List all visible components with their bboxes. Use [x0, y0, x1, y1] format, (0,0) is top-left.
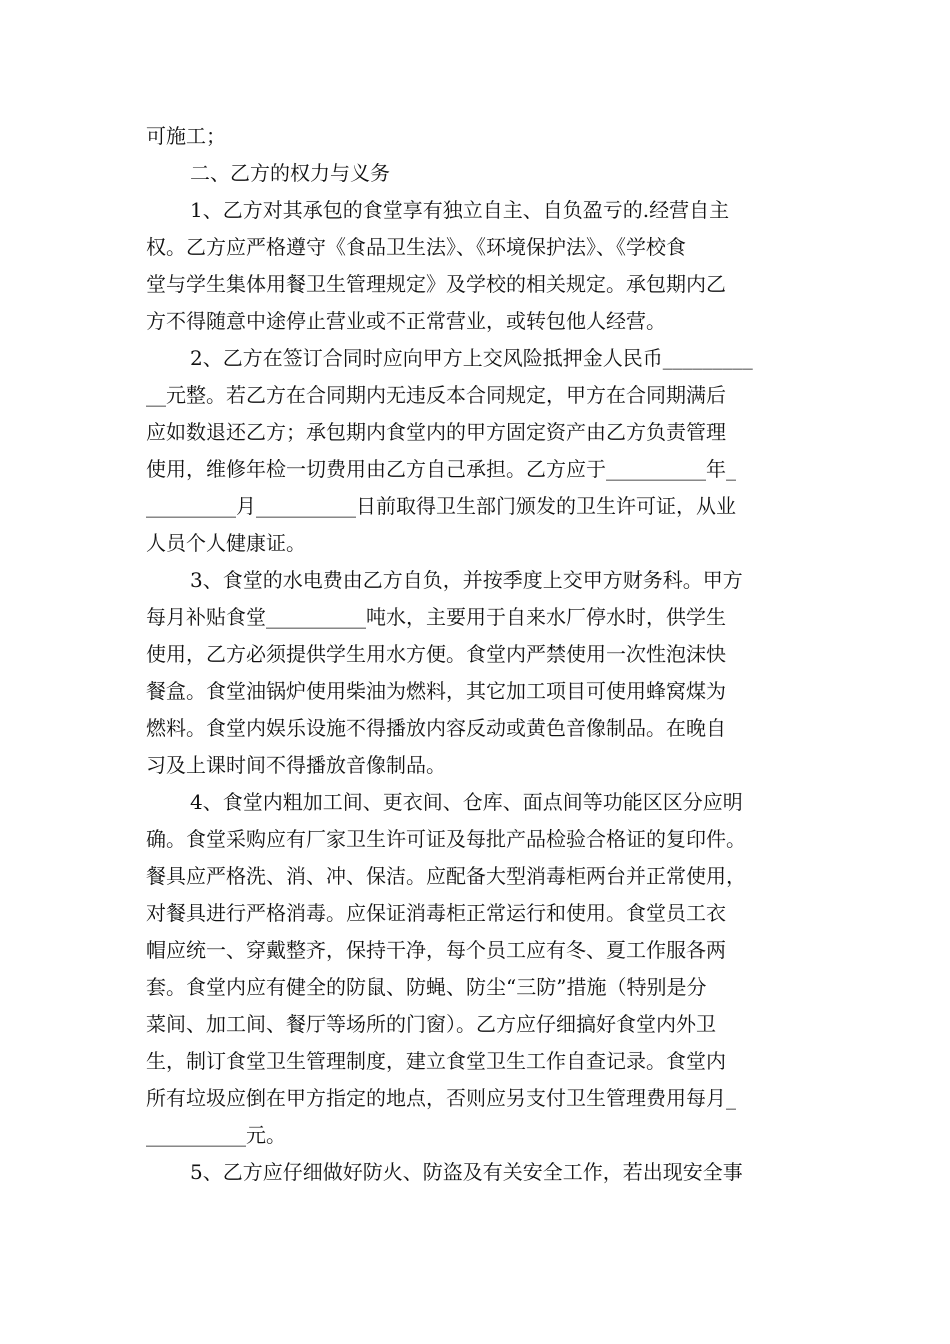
text-line: 习及上课时间不得播放音像制品。: [146, 753, 446, 777]
text-line: 3、食堂的水电费由乙方自负，并按季度上交甲方财务科。甲方: [190, 568, 743, 592]
text-line: 5、乙方应仔细做好防火、防盗及有关安全工作，若出现安全事: [190, 1160, 743, 1184]
text-line: __________元。: [146, 1123, 286, 1147]
text-line: 餐具应严格洗、消、冲、保洁。应配备大型消毒柜两台并正常使用，: [146, 864, 746, 888]
text-line: 二、乙方的权力与义务: [190, 161, 390, 185]
text-line: 所有垃圾应倒在甲方指定的地点，否则应另支付卫生管理费用每月_: [146, 1086, 736, 1110]
text-line: 确。食堂采购应有厂家卫生许可证及每批产品检验合格证的复印件。: [146, 827, 746, 851]
text-line: 应如数退还乙方；承包期内食堂内的甲方固定资产由乙方负责管理: [146, 420, 726, 444]
text-line: 2、乙方在签订合同时应向甲方上交风险抵押金人民币_________: [190, 346, 753, 370]
text-line: 餐盒。食堂油锅炉使用柴油为燃料，其它加工项目可使用蜂窝煤为: [146, 679, 726, 703]
text-line: 1、乙方对其承包的食堂享有独立自主、自负盈亏的.经营自主: [190, 198, 730, 222]
text-line: 对餐具进行严格消毒。应保证消毒柜正常运行和使用。食堂员工衣: [146, 901, 726, 925]
text-line: 使用，维修年检一切费用由乙方自己承担。乙方应于__________年_: [146, 457, 736, 481]
text-line: 菜间、加工间、餐厅等场所的门窗）。乙方应仔细搞好食堂内外卫: [146, 1012, 716, 1036]
text-line: __元整。若乙方在合同期内无违反本合同规定，甲方在合同期满后: [146, 383, 726, 407]
text-line: 权。乙方应严格遵守《食品卫生法》、《环境保护法》、《学校食: [146, 235, 686, 259]
text-line: 帽应统一、穿戴整齐，保持干净，每个员工应有冬、夏工作服各两: [146, 938, 726, 962]
text-line: 人员个人健康证。: [146, 531, 306, 555]
text-line: 方不得随意中途停止营业或不正常营业，或转包他人经营。: [146, 309, 666, 333]
text-line: 套。食堂内应有健全的防鼠、防蝇、防尘“三防”措施（特别是分: [146, 975, 707, 999]
text-line: 堂与学生集体用餐卫生管理规定》及学校的相关规定。承包期内乙: [146, 272, 726, 296]
text-line: _________月__________日前取得卫生部门颁发的卫生许可证，从业: [146, 494, 736, 518]
text-line: 生，制订食堂卫生管理制度，建立食堂卫生工作自查记录。食堂内: [146, 1049, 726, 1073]
text-line: 可施工；: [146, 124, 226, 148]
text-line: 使用，乙方必须提供学生用水方便。食堂内严禁使用一次性泡沫快: [146, 642, 726, 666]
text-line: 4、食堂内粗加工间、更衣间、仓库、面点间等功能区区分应明: [190, 790, 743, 814]
text-line: 燃料。食堂内娱乐设施不得播放内容反动或黄色音像制品。在晚自: [146, 716, 726, 740]
text-line: 每月补贴食堂__________吨水，主要用于自来水厂停水时，供学生: [146, 605, 726, 629]
document-body: [146, 118, 810, 1191]
